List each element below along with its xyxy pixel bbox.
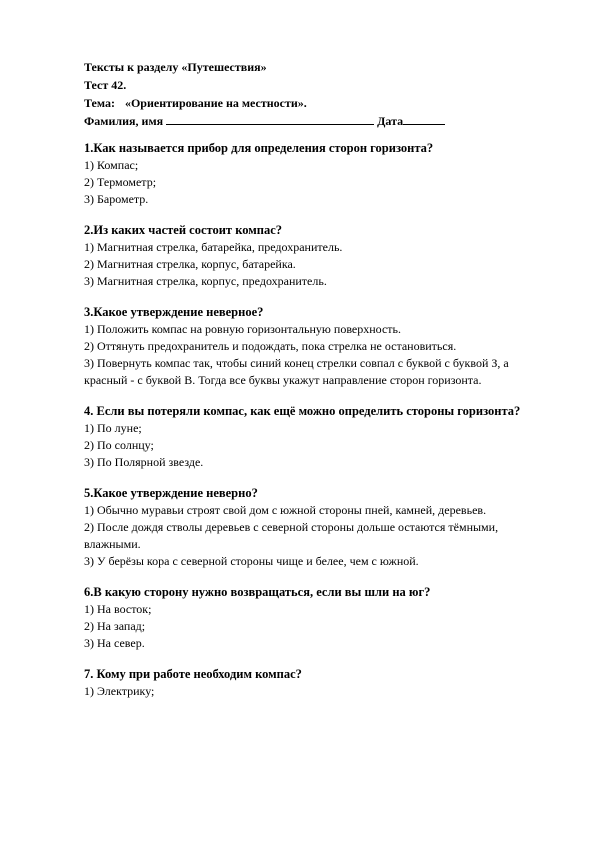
question-title: 3.Какое утверждение неверное? [84, 305, 264, 319]
answer-option: 1) Магнитная стрелка, батарейка, предохранитель. [84, 240, 343, 254]
question-2 [84, 222, 544, 290]
section-title: Тексты к разделу «Путешествия» [84, 60, 267, 74]
answer-option: 1) Положить компас на ровную горизонтальную поверхность. [84, 322, 401, 336]
test-number: Тест 42. [84, 78, 127, 92]
answer-option: 2) На запад; [84, 619, 146, 633]
date-label: Дата [377, 114, 404, 128]
answer-option: 2) По солнцу; [84, 438, 154, 452]
topic-line [84, 94, 544, 112]
question-title: 6.В какую сторону нужно возвращаться, если вы шли на юг? [84, 585, 431, 599]
name-label: Фамилия, имя [84, 114, 164, 128]
answer-option: 3) Магнитная стрелка, корпус, предохранитель. [84, 274, 327, 288]
answer-option: 1) Компас; [84, 158, 139, 172]
question-6 [84, 584, 544, 652]
question-1 [84, 140, 544, 208]
topic-text: «Ориентирование на местности». [124, 96, 307, 110]
question-title: 4. Если вы потеряли компас, как ещё можно определить стороны горизонта? [84, 404, 521, 418]
answer-option: 1) По луне; [84, 421, 142, 435]
answer-option: 3) Барометр. [84, 192, 149, 206]
answer-option: 1) Обычно муравьи строят свой дом с южной стороны пней, камней, деревьев. [84, 503, 487, 517]
date-field[interactable] [403, 112, 445, 125]
answer-option: 3) По Полярной звезде. [84, 455, 204, 469]
worksheet [84, 58, 544, 700]
answer-option: 3) На север. [84, 636, 145, 650]
answer-option: 1) На восток; [84, 602, 152, 616]
answer-option: 1) Электрику; [84, 684, 155, 698]
answer-option: 2) Термометр; [84, 175, 157, 189]
question-title: 1.Как называется прибор для определения сторон горизонта? [84, 141, 434, 155]
answer-option: 3) Повернуть компас так, чтобы синий конец стрелки совпал с буквой с буквой З, а красный - с буквой В. Тогда все буквы укажут направление сторон горизонта. [84, 356, 509, 387]
question-7 [84, 666, 544, 700]
topic-label: Тема: [84, 96, 115, 110]
answer-option: 3) У берёзы кора с северной стороны чище и белее, чем с южной. [84, 554, 419, 568]
question-4 [84, 403, 544, 471]
question-title: 7. Кому при работе необходим компас? [84, 667, 302, 681]
answer-option: 2) После дождя стволы деревьев с северной стороны дольше остаются тёмными, влажными. [84, 520, 499, 551]
question-title: 2.Из каких частей состоит компас? [84, 223, 283, 237]
answer-option: 2) Магнитная стрелка, корпус, батарейка. [84, 257, 296, 271]
question-title: 5.Какое утверждение неверно? [84, 486, 258, 500]
name-field[interactable] [166, 112, 374, 125]
answer-option: 2) Оттянуть предохранитель и подождать, пока стрелка не остановиться. [84, 339, 457, 353]
name-date-line [84, 112, 544, 130]
question-3 [84, 304, 544, 389]
question-5 [84, 485, 544, 570]
